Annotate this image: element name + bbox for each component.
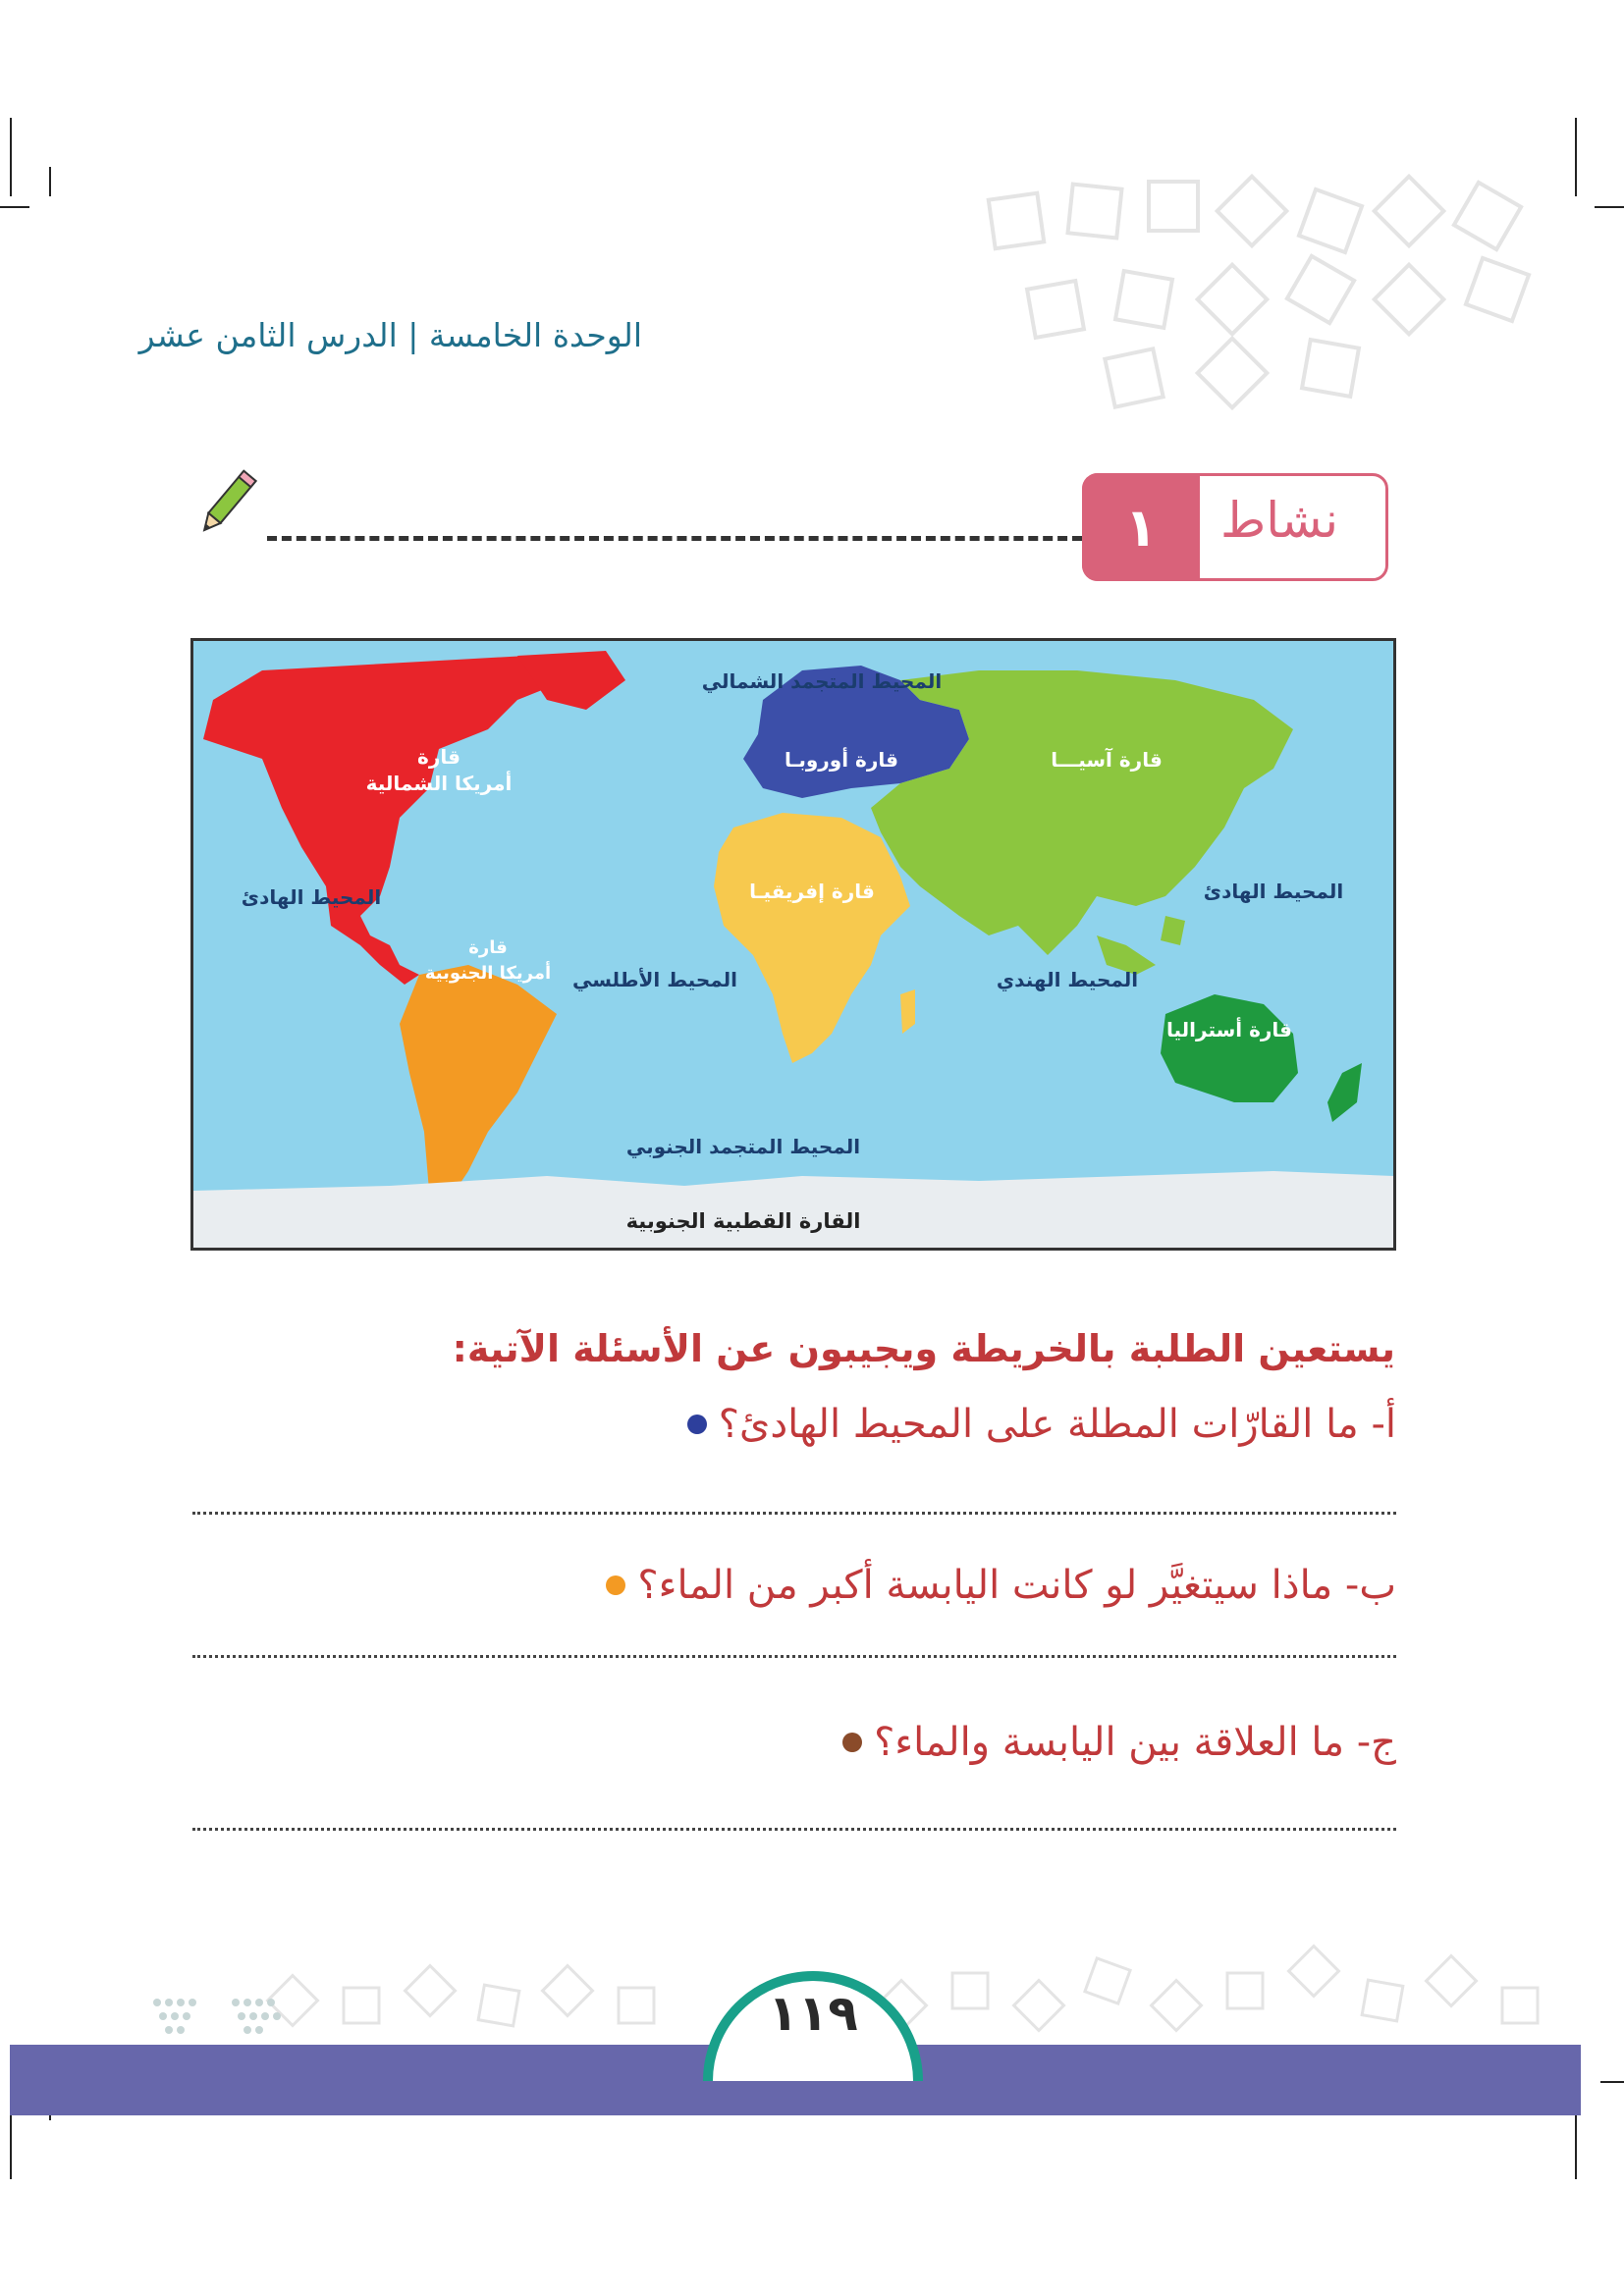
decorative-pattern	[972, 167, 1581, 412]
crop-mark	[1595, 206, 1624, 208]
map-label-europe: قارة أوروبـا	[785, 748, 898, 772]
page-number: ١١٩	[768, 1985, 858, 2042]
crop-mark	[10, 118, 12, 196]
ministry-dots-icon	[137, 1993, 295, 2052]
activity-label: نشاط	[1220, 492, 1338, 549]
map-label-australia: قارة أستراليا	[1165, 1018, 1293, 1041]
world-map-illustration	[193, 641, 1393, 1248]
map-label-africa: قارة إفريقيـا	[749, 880, 875, 903]
question-b	[606, 1563, 1396, 1608]
map-label-pacific-left: المحيط الهادئ	[241, 885, 382, 909]
question-a-text: أ- ما القارّات المطلة على المحيط الهادئ؟	[718, 1402, 1396, 1447]
world-map	[190, 638, 1396, 1251]
map-label-atlantic: المحيط الأطلسي	[571, 968, 738, 991]
map-label-southern-ocean: المحيط المتجمد الجنوبي	[625, 1135, 861, 1158]
question-b-bullet-icon	[606, 1575, 625, 1595]
crop-mark	[1575, 2110, 1577, 2179]
question-c-bullet-icon	[842, 1733, 862, 1752]
crop-mark	[10, 2110, 12, 2179]
question-c-text: ج- ما العلاقة بين اليابسة والماء؟	[874, 1720, 1396, 1765]
answer-line-c[interactable]	[192, 1828, 1396, 1831]
activity-badge	[1082, 473, 1388, 581]
map-label-south-america-1: قارة	[468, 937, 508, 958]
map-label-asia: قارة آسيـــا	[1051, 748, 1163, 772]
question-c	[842, 1720, 1396, 1765]
crop-mark	[1600, 2081, 1624, 2083]
question-a	[687, 1402, 1396, 1447]
activity-number: ١	[1082, 473, 1200, 581]
map-label-indian: المحيط الهندي	[996, 968, 1139, 991]
answer-line-a[interactable]	[192, 1512, 1396, 1515]
map-label-south-america-2: أمريكا الجنوبية	[424, 963, 552, 984]
map-label-north-america-2: أمريكا الشمالية	[365, 772, 513, 795]
crop-mark	[0, 206, 29, 208]
lesson-header: الوحدة الخامسة | الدرس الثامن عشر	[138, 316, 642, 354]
question-b-text: ب- ماذا سيتغيَّر لو كانت اليابسة أكبر من الماء؟	[637, 1563, 1396, 1608]
crop-mark	[49, 167, 51, 196]
activity-divider	[267, 536, 1082, 541]
question-a-bullet-icon	[687, 1415, 707, 1434]
map-label-arctic-ocean: المحيط المتجمد الشمالي	[701, 669, 943, 693]
map-label-pacific-right: المحيط الهادئ	[1203, 880, 1344, 903]
answer-line-b[interactable]	[192, 1655, 1396, 1658]
map-label-antarctica: القارة القطبية الجنوبية	[625, 1209, 861, 1233]
pencil-icon	[187, 465, 265, 544]
map-label-north-america-1: قارة	[417, 745, 460, 769]
instructions-text: يستعين الطلبة بالخريطة ويجيبون عن الأسئلة الآتية:	[452, 1327, 1395, 1370]
